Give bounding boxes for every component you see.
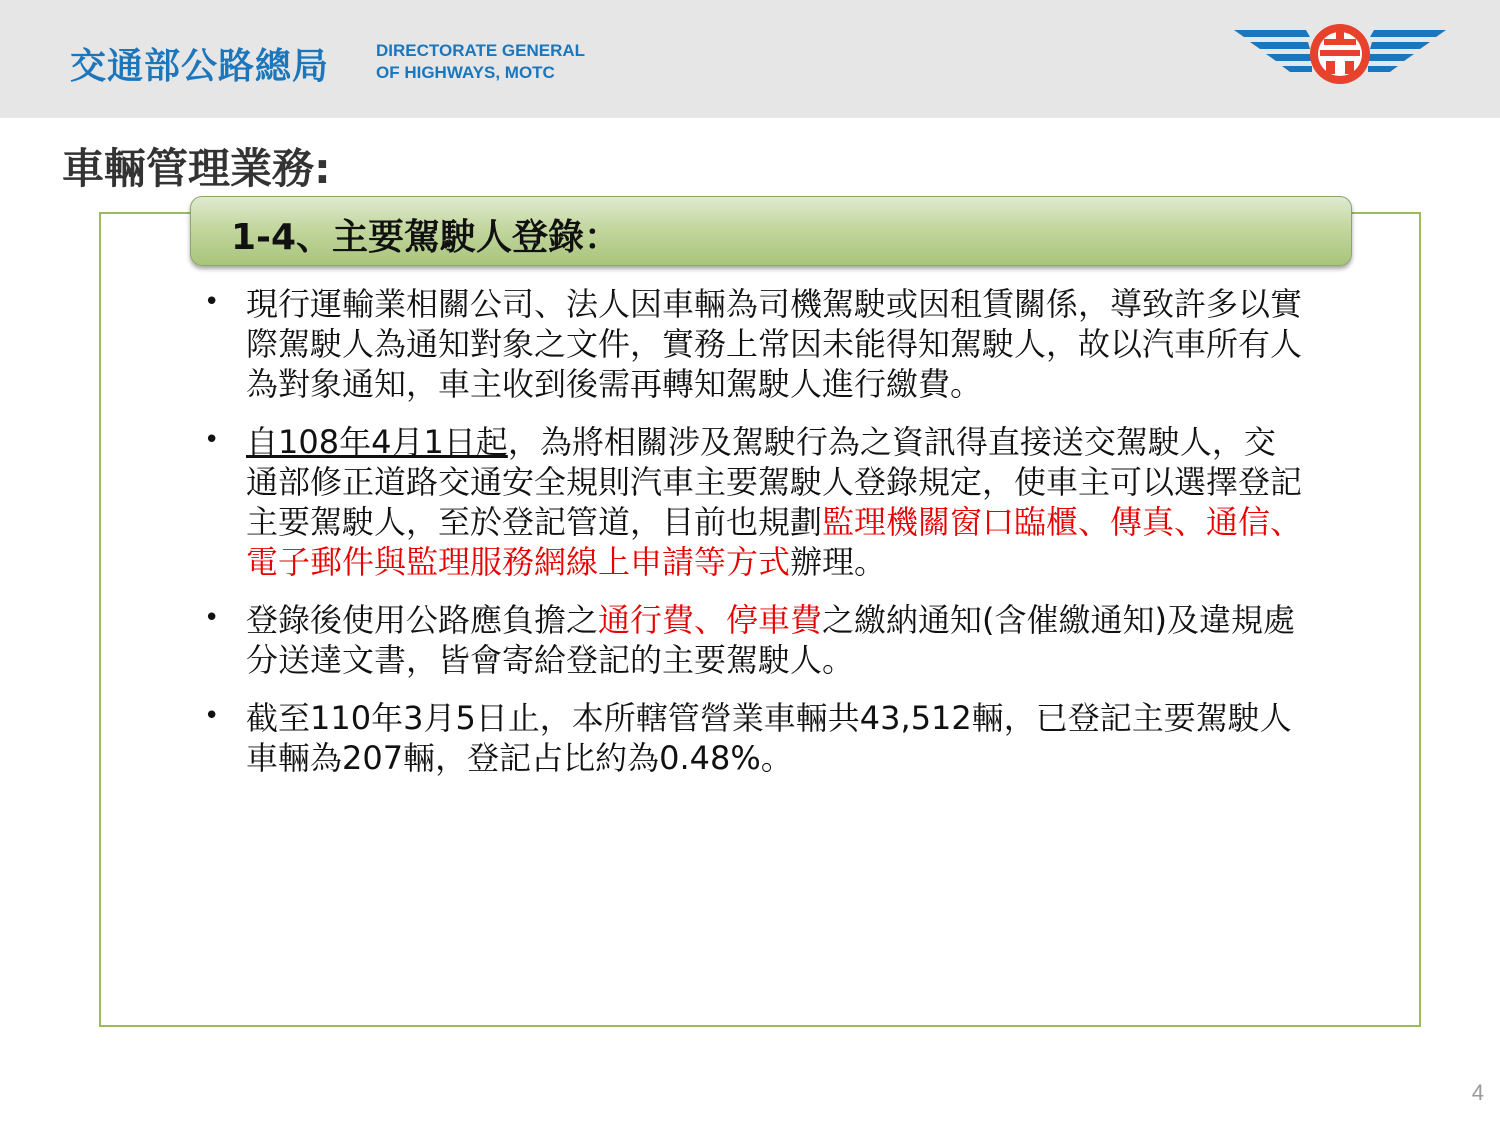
section-title: 1-4、主要駕駛人登錄： (231, 217, 621, 258)
bullet-dot-icon: • (204, 425, 220, 455)
bullet-item (200, 600, 1340, 680)
header-bar (0, 0, 1500, 118)
bullet-dot-icon: • (204, 603, 220, 633)
bullet-text (246, 284, 1306, 404)
bullet-text-segment: 登錄後使用公路應負擔之 (246, 601, 599, 639)
bullet-item (200, 284, 1340, 404)
bullet-item (200, 422, 1340, 582)
bullet-dot-icon: • (204, 287, 220, 317)
bullet-text-segment: 辦理。 (790, 543, 887, 581)
bullet-list (200, 284, 1340, 796)
org-name-en-line1: DIRECTORATE GENERAL (376, 41, 586, 60)
bullet-text (246, 600, 1306, 680)
bullet-text (246, 422, 1306, 582)
section-header (190, 196, 1352, 266)
bullet-text-segment: 現行運輸業相關公司、法人因車輛為司機駕駛或因租賃關係，導致許多以實際駕駛人為通知對象之文件，實務上常因未能得知駕駛人，故以汽車所有人為對象通知，車主收到後需再轉知駕駛人進行繳費。 (246, 285, 1303, 403)
highlighted-fees-text: 通行費、停車費 (598, 601, 823, 639)
org-name-en-line2: OF HIGHWAYS, MOTC (376, 63, 555, 82)
bullet-text-segment: ，為將相關涉及駕駛行為之資訊得直接送交駕駛人，交通部修正道路交通安全規則汽車主要駕駛人登錄規定，使車主可以選擇登記主要駕駛人，至於登記管道，目前也規劃 (246, 423, 1303, 541)
bullet-item (200, 698, 1340, 778)
org-name-zh: 交通部公路總局 (70, 46, 330, 87)
effective-date-text: 自108年4月1日起 (246, 423, 508, 461)
bullet-text (246, 698, 1306, 778)
bullet-dot-icon: • (204, 701, 220, 731)
bullet-text-segment: 截至110年3月5日止，本所轄管營業車輛共43,512輛，已登記主要駕駛人車輛為207輛，登記占比約為0.48%。 (246, 699, 1292, 777)
bullet-text-segment: 之繳納通知(含催繳通知)及違規處分送達文書，皆會寄給登記的主要駕駛人。 (246, 601, 1296, 679)
page-title: 車輛管理業務: (62, 144, 331, 193)
highway-bureau-logo-icon (1232, 20, 1448, 90)
page-number: 4 (1471, 1080, 1484, 1105)
org-name-en (376, 40, 585, 84)
highlighted-channels-text: 監理機關窗口臨櫃、傳真、通信、電子郵件與監理服務網線上申請等方式 (246, 503, 1303, 581)
